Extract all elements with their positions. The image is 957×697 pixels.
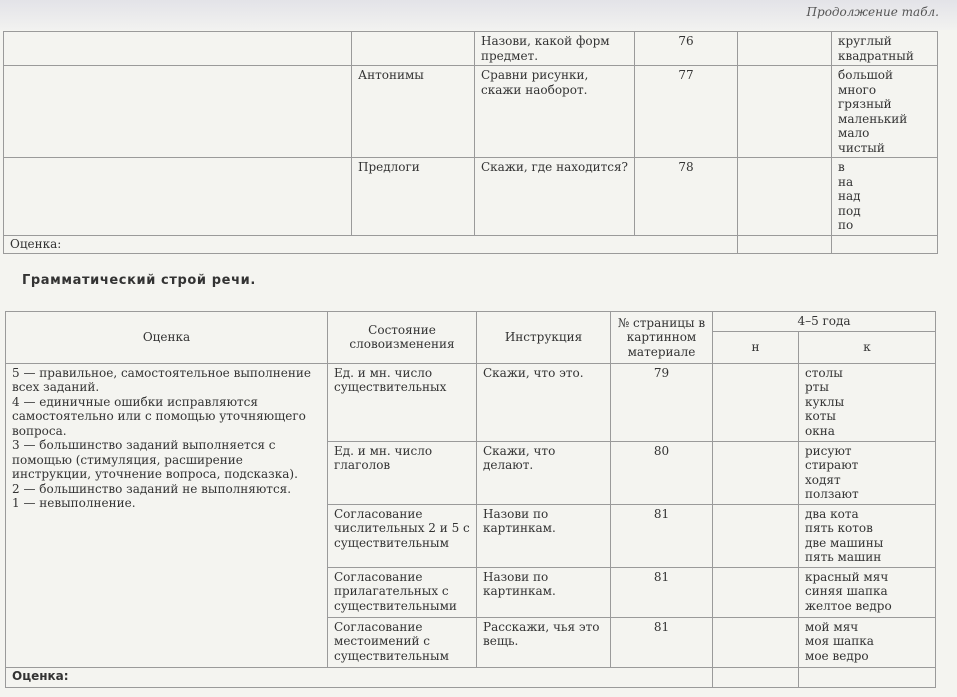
word-item: по xyxy=(838,218,854,232)
section-title: Грамматический строй речи. xyxy=(22,273,256,288)
word-item: на xyxy=(838,174,854,189)
category-cell: Предлоги xyxy=(352,158,475,236)
state-cell: Согласование числительных 2 и 5 с существительным xyxy=(328,504,477,567)
word-item: моя шапка xyxy=(805,634,874,648)
grading-line: 5 — правильное, самостоятельное выполнение всех заданий. xyxy=(12,365,311,394)
header-page: № страницы в картинном материале xyxy=(611,312,713,364)
word-item: рты xyxy=(805,380,829,394)
word-item: чистый xyxy=(838,140,885,155)
word-item: коты xyxy=(805,409,836,423)
word-item: грязный xyxy=(838,97,892,111)
table-row xyxy=(4,32,938,66)
word-item: ползают xyxy=(805,487,859,501)
word-list-cell xyxy=(799,363,936,441)
score-cell-n xyxy=(713,617,799,667)
grade-cell-n xyxy=(738,236,832,254)
state-cell: Согласование прилагательных с существительными xyxy=(328,567,477,617)
continuation-note: Продолжение табл. xyxy=(806,5,939,19)
grade-footer-label: Оценка: xyxy=(4,236,738,254)
word-item: стирают xyxy=(805,458,859,472)
grade-cell-k xyxy=(799,667,936,687)
empty-cell xyxy=(4,32,352,66)
grading-line: 3 — большинство заданий выполняется с помощью (стимуляция, расширение инструкции, уточнение вопроса, подсказка). xyxy=(12,438,298,481)
page-number-cell: 81 xyxy=(611,504,713,567)
instruction-cell: Назови по картинкам. xyxy=(477,567,611,617)
instruction-cell: Скажи, что это. xyxy=(477,363,611,441)
word-item: два кота xyxy=(805,506,859,521)
instruction-cell: Назови по картинкам. xyxy=(477,504,611,567)
word-item: в xyxy=(838,160,845,174)
category-cell: Антонимы xyxy=(352,66,475,158)
grading-line: 2 — большинство заданий не выполняются. xyxy=(12,481,292,496)
table-row xyxy=(6,363,936,441)
word-item: рисуют xyxy=(805,443,852,458)
grading-line: 1 — невыполнение. xyxy=(12,496,136,510)
word-item: синяя шапка xyxy=(805,584,888,598)
word-list-cell xyxy=(799,617,936,667)
word-list-cell xyxy=(832,32,938,66)
empty-cell xyxy=(4,66,352,158)
grade-footer-label: Оценка: xyxy=(6,667,713,687)
vocabulary-table xyxy=(3,31,938,254)
grade-cell-k xyxy=(832,236,938,254)
word-item: квадратный xyxy=(838,48,914,63)
word-item: куклы xyxy=(805,394,845,409)
word-item: желтое ведро xyxy=(805,598,892,613)
page-number-cell: 81 xyxy=(611,567,713,617)
word-item: много xyxy=(838,82,877,97)
score-cell-n xyxy=(713,363,799,441)
header-n: н xyxy=(713,331,799,363)
page-number-cell: 77 xyxy=(635,66,738,158)
header-k: к xyxy=(799,331,936,363)
grading-line: 4 — единичные ошибки исправляются самостоятельно или с помощью уточняющего вопроса. xyxy=(12,394,306,438)
instruction-cell: Расскажи, чья это вещь. xyxy=(477,617,611,667)
grade-cell-n xyxy=(713,667,799,687)
table-row xyxy=(4,66,938,158)
word-list-cell xyxy=(799,441,936,504)
page-number-cell: 81 xyxy=(611,617,713,667)
grammar-table xyxy=(5,311,936,688)
word-item: мой мяч xyxy=(805,619,859,634)
word-item: мало xyxy=(838,126,870,140)
state-cell: Согласование местоимений с существительным xyxy=(328,617,477,667)
word-list-cell xyxy=(832,66,938,158)
word-item: большой xyxy=(838,68,893,82)
page-number-cell: 76 xyxy=(635,32,738,66)
word-item: столы xyxy=(805,365,843,380)
score-cell-n xyxy=(713,567,799,617)
empty-cell xyxy=(4,158,352,236)
table-footer-row xyxy=(6,667,936,687)
header-state: Состояние словоизменения xyxy=(328,312,477,364)
word-list-cell xyxy=(832,158,938,236)
word-item: маленький xyxy=(838,111,908,126)
word-item: ходят xyxy=(805,472,841,487)
word-item: две машины xyxy=(805,535,884,550)
word-list-cell xyxy=(799,504,936,567)
table-row xyxy=(4,158,938,236)
header-grade: Оценка xyxy=(6,312,328,364)
page-number-cell: 78 xyxy=(635,158,738,236)
score-cell-n xyxy=(713,504,799,567)
word-item: мое ведро xyxy=(805,648,869,663)
instruction-cell: Скажи, что делают. xyxy=(477,441,611,504)
page-number-cell: 80 xyxy=(611,441,713,504)
category-cell xyxy=(352,32,475,66)
page-number-cell: 79 xyxy=(611,363,713,441)
grading-criteria xyxy=(6,363,328,667)
word-item: окна xyxy=(805,423,835,438)
word-item: пять котов xyxy=(805,521,873,535)
word-item: красный мяч xyxy=(805,569,889,584)
table-footer-row xyxy=(4,236,938,254)
score-cell-n xyxy=(738,158,832,236)
header-age: 4–5 года xyxy=(713,312,936,332)
word-list-cell xyxy=(799,567,936,617)
word-item: пять машин xyxy=(805,550,882,564)
instruction-cell: Сравни рисунки, скажи наоборот. xyxy=(475,66,635,158)
instruction-cell: Скажи, где находится? xyxy=(475,158,635,236)
header-instruction: Инструкция xyxy=(477,312,611,364)
header-row xyxy=(6,312,936,332)
score-cell-n xyxy=(713,441,799,504)
score-cell-n xyxy=(738,32,832,66)
state-cell: Ед. и мн. число глаголов xyxy=(328,441,477,504)
word-item: под xyxy=(838,203,861,218)
instruction-cell: Назови, какой форм предмет. xyxy=(475,32,635,66)
score-cell-n xyxy=(738,66,832,158)
state-cell: Ед. и мн. число существительных xyxy=(328,363,477,441)
word-item: над xyxy=(838,189,861,203)
word-item: круглый xyxy=(838,34,892,48)
